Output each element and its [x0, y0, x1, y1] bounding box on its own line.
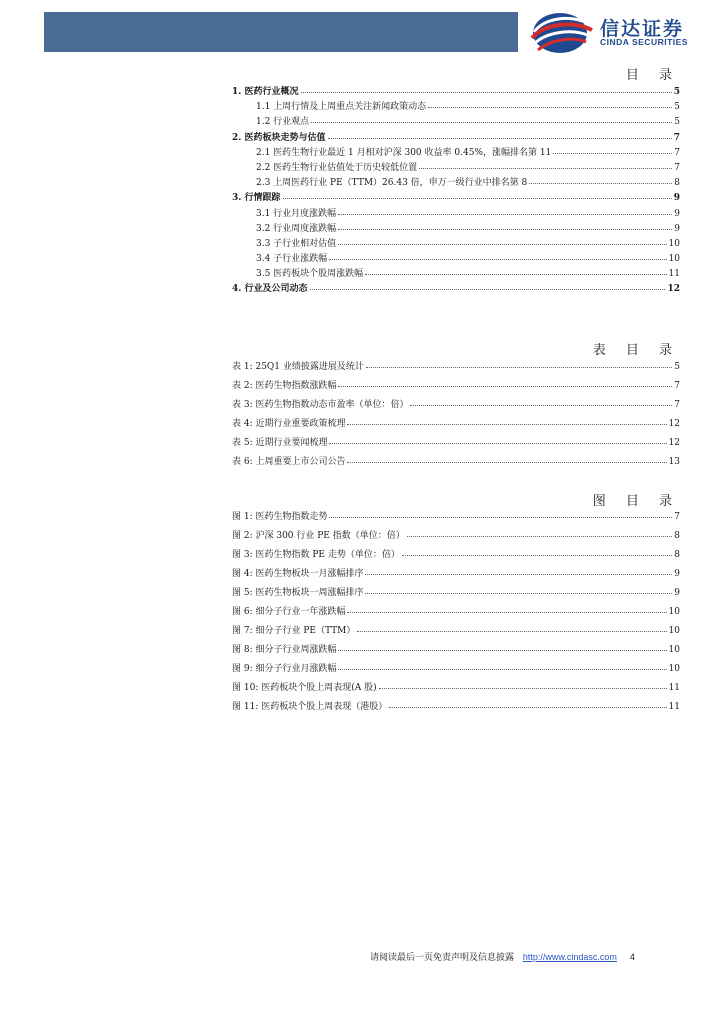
toc-entry-text: 2. 医药板块走势与估值 [232, 132, 326, 143]
figure-list-entry-text: 图 6: 细分子行业一年涨跌幅 [232, 607, 346, 617]
figure-list-entry-page: 8 [674, 550, 680, 560]
toc-entry[interactable] [232, 190, 680, 205]
dot-leader [402, 546, 672, 556]
toc-entry-text: 3.3 子行业相对估值 [256, 238, 337, 249]
table-list-entry[interactable] [232, 377, 680, 396]
table-list-entry-page: 12 [668, 438, 680, 448]
table-list-entry-page: 7 [674, 381, 680, 391]
toc-entry-text: 4. 行业及公司动态 [232, 284, 308, 295]
dot-leader [338, 377, 672, 387]
toc-entry-text: 3.5 医药板块个股周涨跌幅 [256, 269, 364, 280]
tables-list [232, 358, 680, 472]
toc-entry[interactable] [232, 206, 680, 221]
figure-list-entry-page: 9 [674, 588, 680, 598]
dot-leader [365, 265, 666, 275]
page-number: 4 [629, 952, 635, 962]
dot-leader [347, 453, 666, 463]
toc-entry-page: 9 [674, 208, 680, 219]
figure-list-entry-text: 图 4: 医药生物板块一月涨幅排序 [232, 569, 364, 579]
toc-entry-text: 2.1 医药生物行业最近 1 月相对沪深 300 收益率 0.45%，涨幅排名第 11 [256, 147, 552, 158]
dot-leader [310, 280, 666, 290]
figure-list-entry-page: 10 [668, 607, 680, 617]
toc-entry-text: 1.1 上周行情及上周重点关注新闻政策动态 [256, 102, 427, 113]
table-list-entry[interactable] [232, 453, 680, 472]
figure-list-entry-page: 11 [668, 683, 680, 693]
footer-url-link[interactable]: http://www.cindasc.com [522, 952, 617, 962]
figure-list-entry[interactable] [232, 527, 680, 546]
table-list-entry[interactable] [232, 415, 680, 434]
toc-entry-page: 7 [674, 162, 680, 173]
table-list-entry-text: 表 4: 近期行业重要政策梳理 [232, 419, 346, 429]
figure-list-entry-text: 图 2: 沪深 300 行业 PE 指数（单位：倍） [232, 531, 405, 541]
toc-entry-page: 11 [668, 269, 680, 280]
toc-entry-text: 3. 行情跟踪 [232, 193, 281, 204]
figure-list-entry-page: 11 [668, 702, 680, 712]
toc-entry[interactable] [232, 160, 680, 175]
toc-entry[interactable] [232, 221, 680, 236]
logo-english-name: CINDA SECURITIES [600, 37, 688, 47]
dot-leader [357, 622, 666, 632]
toc-entry-page: 5 [674, 117, 680, 128]
toc-entry-page: 10 [668, 254, 680, 265]
toc-entry[interactable] [232, 99, 680, 114]
toc-entry[interactable] [232, 281, 680, 296]
table-list-entry-text: 表 2: 医药生物指数涨跌幅 [232, 381, 337, 391]
figure-list-entry-page: 9 [674, 569, 680, 579]
dot-leader [329, 434, 666, 444]
dot-leader [407, 527, 673, 537]
table-list-entry[interactable] [232, 396, 680, 415]
toc-entry[interactable] [232, 266, 680, 281]
table-list-entry-text: 表 3: 医药生物指数动态市盈率（单位：倍） [232, 400, 409, 410]
dot-leader [365, 565, 672, 575]
toc-entry-text: 2.2 医药生物行业估值处于历史较低位置 [256, 162, 418, 173]
dot-leader [553, 144, 672, 154]
toc-entry[interactable] [232, 251, 680, 266]
dot-leader [283, 189, 672, 199]
toc-entry-text: 2.3 上周医药行业 PE（TTM）26.43 倍，申万一级行业中排名第 8 [256, 178, 528, 189]
figure-list-entry-text: 图 5: 医药生物板块一周涨幅排序 [232, 588, 364, 598]
table-list-entry[interactable] [232, 434, 680, 453]
figure-list-entry[interactable] [232, 546, 680, 565]
dot-leader [389, 698, 666, 708]
figure-list-entry-text: 图 9: 细分子行业月涨跌幅 [232, 664, 337, 674]
toc-entry-page: 5 [674, 102, 680, 113]
toc-entry-text: 3.4 子行业涨跌幅 [256, 254, 328, 265]
figure-list-entry-page: 10 [668, 626, 680, 636]
table-list-entry-page: 13 [668, 457, 680, 467]
cinda-globe-icon [530, 10, 594, 56]
figure-list-entry-text: 图 1: 医药生物指数走势 [232, 512, 328, 522]
toc-entry-page: 9 [674, 223, 680, 234]
toc-entry-text: 3.1 行业月度涨跌幅 [256, 208, 337, 219]
toc-entry-text: 1.2 行业观点 [256, 117, 310, 128]
dot-leader [338, 641, 666, 651]
figure-list-entry-text: 图 8: 细分子行业周涨跌幅 [232, 645, 337, 655]
toc-entry-page: 12 [667, 284, 680, 295]
dot-leader [338, 205, 672, 215]
figure-list-entry-page: 10 [668, 664, 680, 674]
toc-entry-text: 1. 医药行业概况 [232, 87, 299, 97]
toc-title: 目 录 [625, 68, 680, 83]
toc-entry[interactable] [232, 236, 680, 251]
dot-leader [329, 508, 672, 518]
cinda-logo [530, 10, 710, 56]
figure-list-entry[interactable] [232, 584, 680, 603]
footer [370, 950, 690, 963]
toc-entry[interactable] [232, 175, 680, 190]
dot-leader [365, 584, 672, 594]
figure-list-entry[interactable] [232, 679, 680, 698]
toc-entry-page: 5 [673, 87, 680, 97]
figure-list-entry[interactable] [232, 641, 680, 660]
figure-list-entry[interactable] [232, 660, 680, 679]
figure-list-entry[interactable] [232, 508, 680, 527]
toc-entry-page: 7 [673, 132, 680, 143]
table-list-entry[interactable] [232, 358, 680, 377]
toc-entry[interactable] [232, 114, 680, 129]
figure-list-entry[interactable] [232, 603, 680, 622]
table-list-entry-page: 12 [668, 419, 680, 429]
toc-entry[interactable] [232, 145, 680, 160]
figures-list [232, 508, 680, 717]
figure-list-entry[interactable] [232, 565, 680, 584]
dot-leader [347, 603, 666, 613]
tables-list-title: 表 目 录 [592, 343, 680, 358]
dot-leader [328, 129, 672, 139]
logo-chinese-name: 信达证券 [600, 18, 685, 40]
figure-list-entry-text: 图 11: 医药板块个股上周表现（港股） [232, 702, 388, 712]
dot-leader [338, 660, 666, 670]
figure-list-entry-page: 10 [668, 645, 680, 655]
dot-leader [347, 415, 666, 425]
toc-entry-page: 9 [673, 193, 680, 204]
dot-leader [338, 235, 666, 245]
figure-list-entry-page: 8 [674, 531, 680, 541]
figures-list-title: 图 目 录 [592, 494, 680, 509]
toc-entry-text: 3.2 行业周度涨跌幅 [256, 223, 337, 234]
toc-entry-page: 8 [674, 178, 680, 189]
dot-leader [428, 98, 672, 108]
footer-disclaimer: 请阅读最后一页免责声明及信息披露 [370, 953, 515, 963]
toc-list [232, 84, 680, 297]
figure-list-entry[interactable] [232, 622, 680, 641]
dot-leader [419, 159, 672, 169]
dot-leader [301, 83, 672, 93]
table-list-entry-text: 表 5: 近期行业要闻梳理 [232, 438, 328, 448]
toc-entry[interactable] [232, 130, 680, 145]
dot-leader [311, 113, 672, 123]
figure-list-entry-page: 7 [674, 512, 680, 522]
figure-list-entry-text: 图 7: 细分子行业 PE（TTM） [232, 626, 356, 636]
figure-list-entry[interactable] [232, 698, 680, 717]
figure-list-entry-text: 图 10: 医药板块个股上周表现(A 股) [232, 683, 377, 693]
table-list-entry-page: 5 [674, 362, 680, 372]
table-list-entry-page: 7 [674, 400, 680, 410]
toc-entry-page: 10 [668, 238, 680, 249]
dot-leader [379, 679, 667, 689]
dot-leader [366, 358, 672, 368]
figure-list-entry-text: 图 3: 医药生物指数 PE 走势（单位：倍） [232, 550, 400, 560]
dot-leader [410, 396, 672, 406]
dot-leader [338, 220, 672, 230]
dot-leader [329, 250, 666, 260]
toc-entry-page: 7 [674, 147, 680, 158]
table-list-entry-text: 表 1: 25Q1 业绩披露进展及统计 [232, 362, 364, 372]
header-band [44, 12, 518, 52]
table-list-entry-text: 表 6: 上周重要上市公司公告 [232, 457, 346, 467]
toc-entry[interactable] [232, 84, 680, 99]
dot-leader [529, 174, 672, 184]
